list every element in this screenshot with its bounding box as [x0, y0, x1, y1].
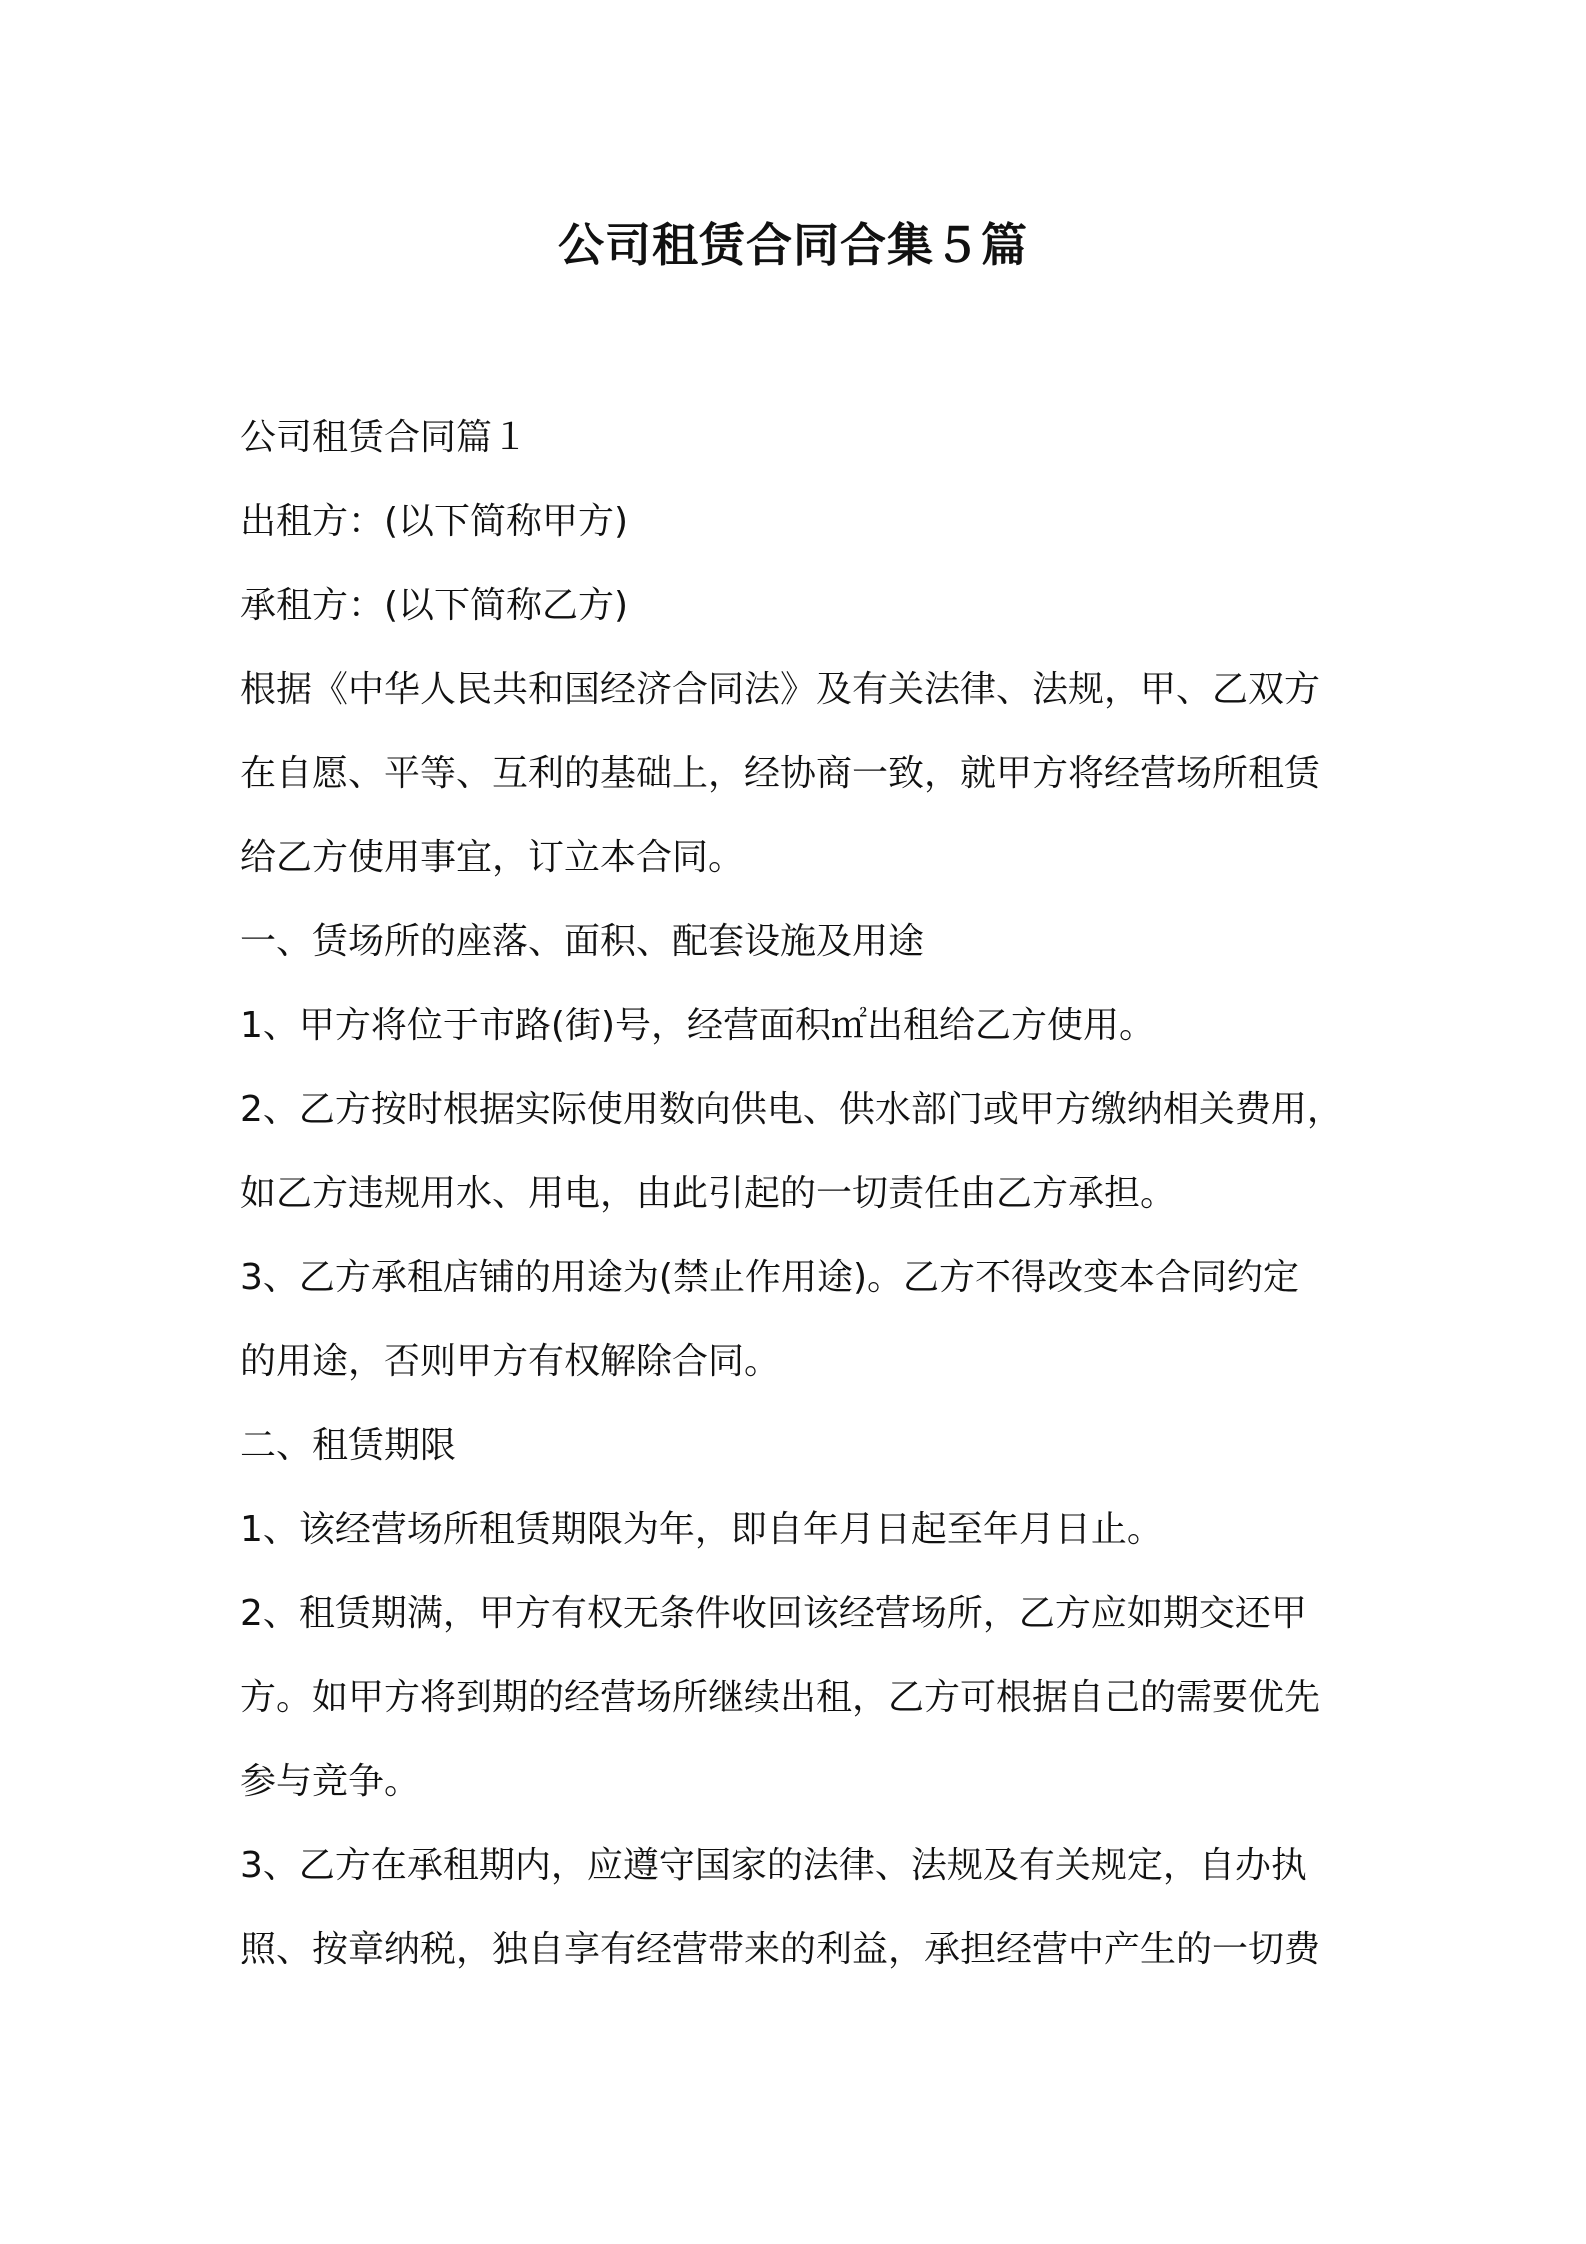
- text-line: 参与竞争。: [240, 1761, 421, 1802]
- text-line: 3、乙方在承租期内，应遵守国家的法律、法规及有关规定，自办执: [240, 1845, 1307, 1886]
- text-line: 2、乙方按时根据实际使用数向供电、供水部门或甲方缴纳相关费用，: [240, 1089, 1343, 1130]
- text-line: 3、乙方承租店铺的用途为(禁止作用途)。乙方不得改变本合同约定: [240, 1257, 1299, 1298]
- text-line: 1、甲方将位于市路(街)号，经营面积㎡出租给乙方使用。: [240, 1005, 1155, 1046]
- text-line: 方。如甲方将到期的经营场所继续出租，乙方可根据自己的需要优先: [240, 1677, 1321, 1718]
- section-heading: 一、赁场所的座落、面积、配套设施及用途: [240, 921, 925, 962]
- text-line: 2、租赁期满，甲方有权无条件收回该经营场所，乙方应如期交还甲: [240, 1593, 1307, 1634]
- text-line: 1、该经营场所租赁期限为年，即自年月日起至年月日止。: [240, 1509, 1163, 1550]
- text-line: 在自愿、平等、互利的基础上，经协商一致，就甲方将经营场所租赁: [240, 753, 1321, 794]
- section-heading: 公司租赁合同篇１: [240, 417, 529, 458]
- text-line: 照、按章纳税，独自享有经营带来的利益，承担经营中产生的一切费: [240, 1929, 1321, 1970]
- document-title: 公司租赁合同合集５篇: [558, 218, 1028, 272]
- text-line: 的用途，否则甲方有权解除合同。: [240, 1341, 781, 1382]
- text-line: 出租方：(以下简称甲方): [240, 501, 629, 542]
- text-line: 给乙方使用事宜，订立本合同。: [240, 837, 745, 878]
- section-heading: 二、租赁期限: [240, 1425, 457, 1466]
- document-body: [240, 396, 1370, 1992]
- text-line: 承租方：(以下简称乙方): [240, 585, 629, 626]
- text-line: 如乙方违规用水、用电，由此引起的一切责任由乙方承担。: [240, 1173, 1177, 1214]
- text-line: 根据《中华人民共和国经济合同法》及有关法律、法规，甲、乙双方: [240, 669, 1321, 710]
